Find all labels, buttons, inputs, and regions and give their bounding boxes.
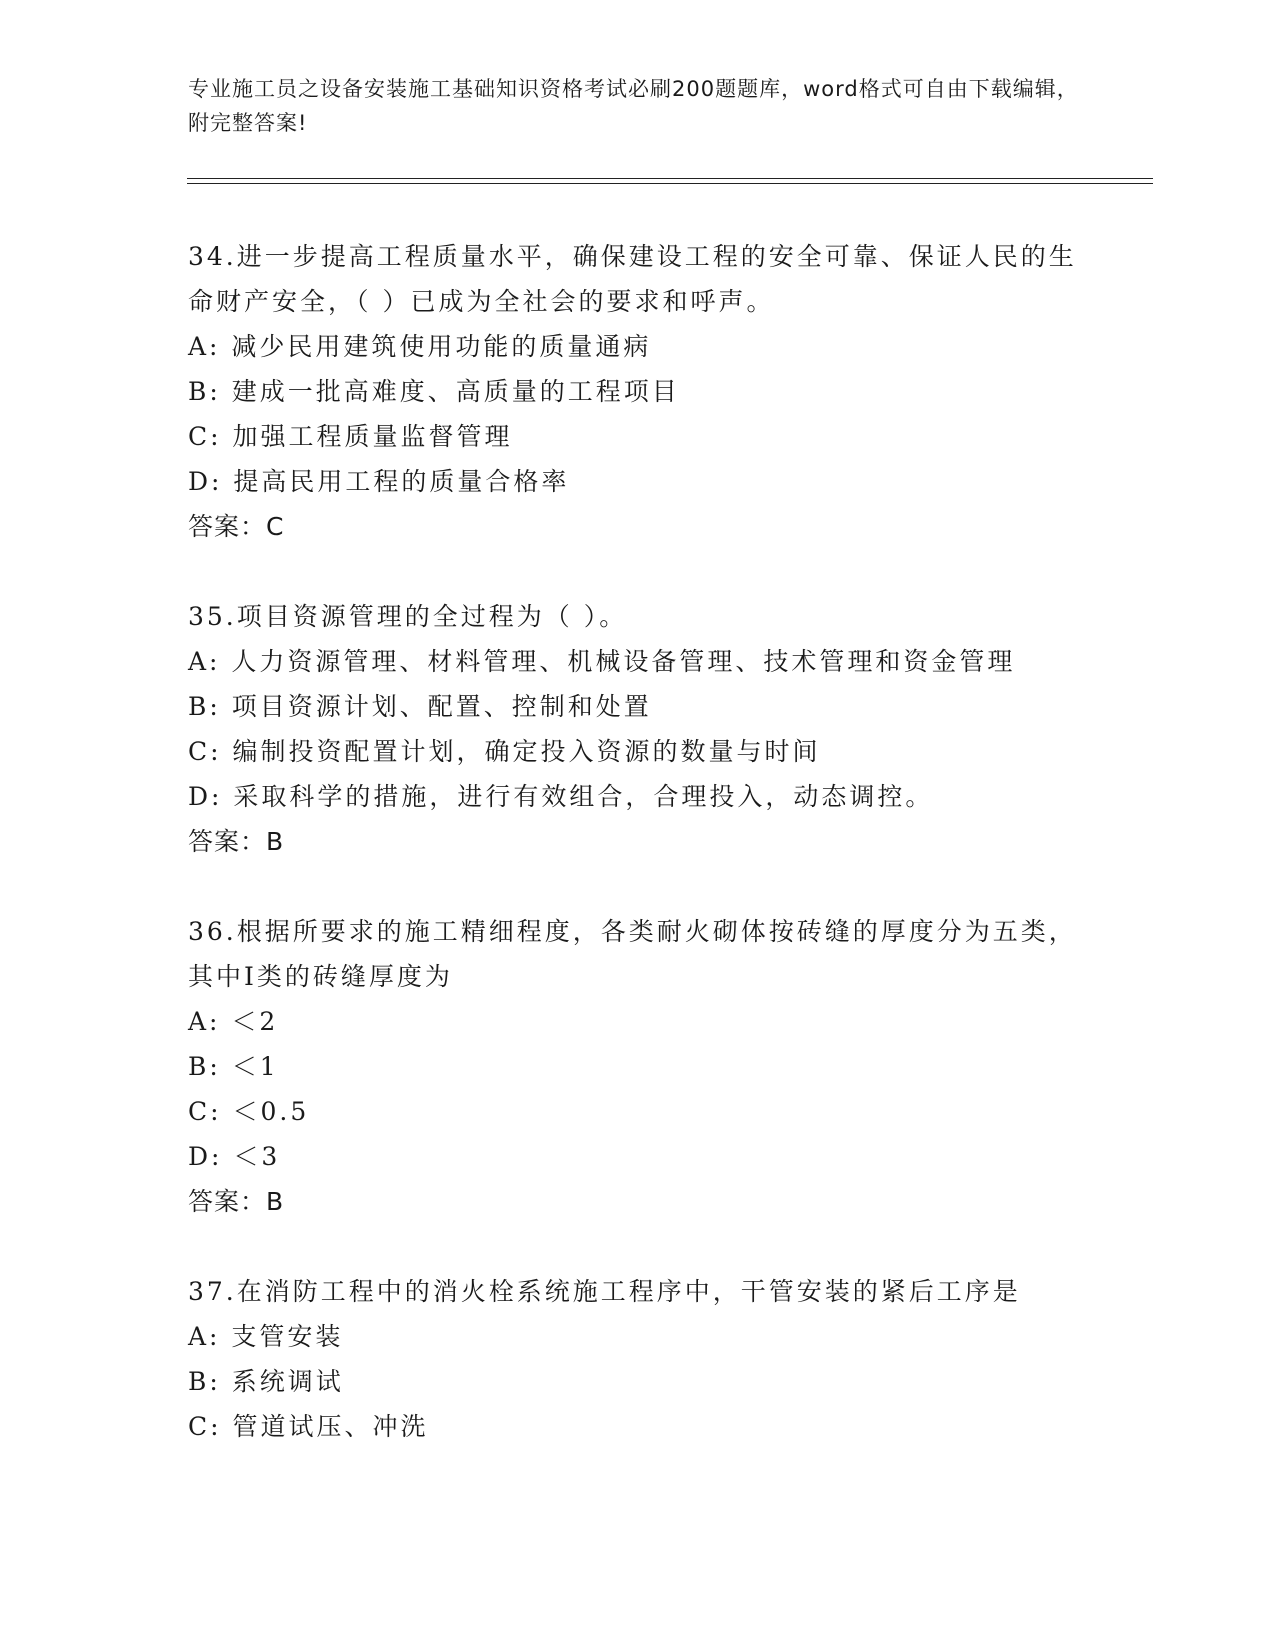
option-a: A: ＜2 (188, 1007, 279, 1036)
answer: 答案：B (188, 827, 285, 856)
option-b: B: 建成一批高难度、高质量的工程项目 (188, 377, 680, 406)
question-list (188, 234, 1088, 1493)
question-37 (188, 1269, 1088, 1449)
option-a: A: 减少民用建筑使用功能的质量通病 (188, 332, 652, 361)
question-text: 34.进一步提高工程质量水平，确保建设工程的安全可靠、保证人民的生命财产安全，（ ）已成为全社会的要求和呼声。 (188, 242, 1077, 316)
answer: 答案：C (188, 512, 285, 541)
answer: 答案：B (188, 1187, 285, 1216)
option-d: D: 提高民用工程的质量合格率 (188, 467, 570, 496)
header-divider-bottom (187, 183, 1153, 184)
question-34 (188, 234, 1088, 550)
question-text: 36.根据所要求的施工精细程度，各类耐火砌体按砖缝的厚度分为五类，其中I类的砖缝厚度为 (188, 917, 1077, 991)
option-b: B: 项目资源计划、配置、控制和处置 (188, 692, 652, 721)
header-divider-top (187, 178, 1153, 179)
option-d: D: ＜3 (188, 1142, 281, 1171)
question-text: 35.项目资源管理的全过程为（ ）。 (188, 602, 628, 631)
option-b: B: 系统调试 (188, 1367, 344, 1396)
document-header: 专业施工员之设备安装施工基础知识资格考试必刷200题题库，word格式可自由下载编辑，附完整答案! (188, 77, 1079, 135)
option-d: D: 采取科学的措施，进行有效组合，合理投入，动态调控。 (188, 782, 934, 811)
option-b: B: ＜1 (188, 1052, 279, 1081)
option-c: C: ＜0.5 (188, 1097, 310, 1126)
question-text: 37.在消防工程中的消火栓系统施工程序中，干管安装的紧后工序是 (188, 1277, 1021, 1306)
option-a: A: 人力资源管理、材料管理、机械设备管理、技术管理和资金管理 (188, 647, 1016, 676)
option-c: C: 编制投资配置计划，确定投入资源的数量与时间 (188, 737, 821, 766)
question-36 (188, 909, 1088, 1225)
question-35 (188, 594, 1088, 865)
option-a: A: 支管安装 (188, 1322, 344, 1351)
option-c: C: 加强工程质量监督管理 (188, 422, 513, 451)
option-c: C: 管道试压、冲洗 (188, 1412, 429, 1441)
